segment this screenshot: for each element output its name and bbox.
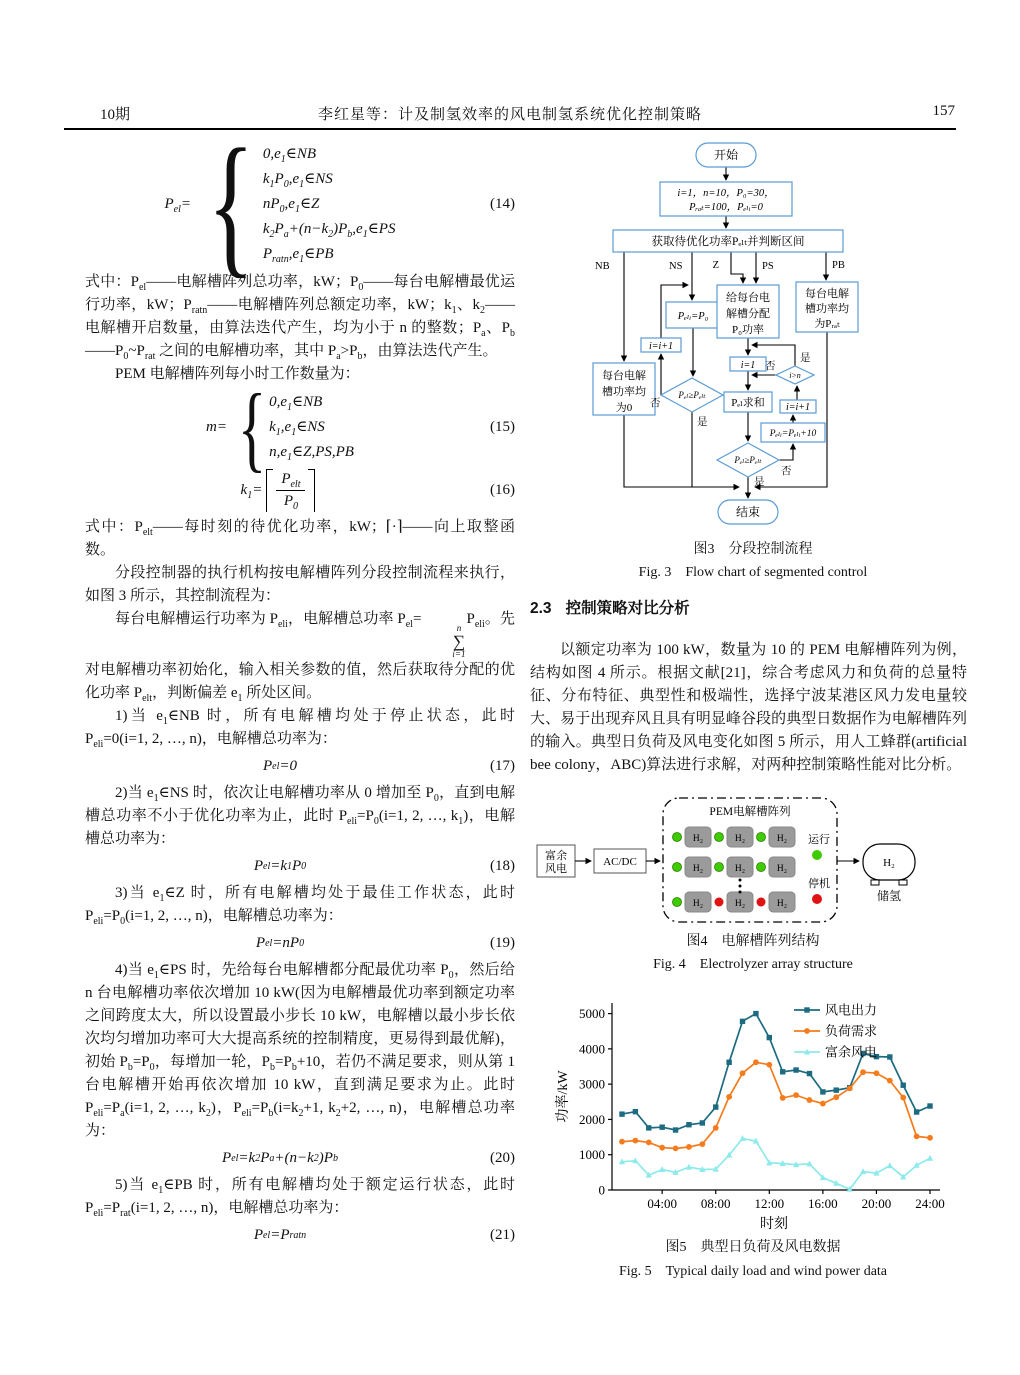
equation-15: m= { $0,e_1\in NB$ $k_1,e_1\in NS$ $n,e_1\in Z,PS,PB$ (15) [206, 373, 515, 481]
case-line: $P_{ratn},e_1\in PB$ [262, 246, 334, 265]
array-title: PEM电解槽阵列 [709, 806, 791, 818]
case-line: $nP_0,e_1\in Z$ [262, 196, 320, 215]
data-point-marker [927, 1103, 932, 1108]
case-line: $0,e_1\in NB$ [262, 146, 317, 165]
cell-status-dot [757, 833, 766, 842]
cell-h2-label: H₂ [776, 864, 788, 874]
data-point-marker [887, 1162, 893, 1168]
section-2-3-paragraph: 以额定功率为 100 kW，数量为 10 的 PEM 电解槽阵列为例，结构如图 4 所示。根据文献[21]，综合考虑风力和负荷的总量特征、分布特征、典型性和极端性，选择宁波某港区风力发电量较大、易于出现弃风且具有明显峰谷段的典型日数据作为电解槽阵列的输入。典型日负荷及风电变化如图 5 所示，用人工蜂群(artificial bee colony，ABC)算法进行求解，对两种控制策略性能对比分析。 [530, 642, 967, 773]
case-line: $k_2P_a+(n-k_2)P_b,e_1\in PS$ [262, 221, 396, 240]
x-tick-label: 08:00 [700, 1196, 731, 1211]
para-pem-hourly: PEM 电解槽阵列每小时工作数量为： [115, 366, 360, 382]
legend-entry: 富余风电 [825, 1044, 878, 1060]
cell-h2-label: H₂ [692, 864, 704, 874]
d2-yes-label: 是 [754, 477, 765, 488]
section-title: 控制策略对比分析 [565, 600, 690, 617]
eq20-number: (20) [490, 1150, 515, 1166]
data-point-marker [726, 1094, 732, 1100]
eq17-number: (17) [490, 758, 515, 774]
dloop-label: i>n [789, 371, 801, 380]
x-axis-label: 时刻 [760, 1217, 788, 1232]
y-tick-label: 1000 [579, 1147, 605, 1163]
equation-16 [85, 469, 515, 512]
case-line: $k_1,e_1\in NS$ [269, 419, 325, 438]
d1-label: Pₑₗ≥Pₑₗₜ [678, 390, 706, 400]
electrolyzer-cells [673, 827, 796, 912]
data-point-marker [740, 1070, 746, 1076]
cell-h2-label: H₂ [692, 899, 704, 909]
data-point-marker [804, 1028, 810, 1034]
cell-h2-label: H₂ [776, 834, 788, 844]
data-point-marker [914, 1133, 920, 1139]
eq15-cases [269, 390, 354, 465]
data-point-marker [927, 1155, 933, 1161]
branch-label-ps: PS [762, 261, 774, 272]
figure4-caption-zh: 图4 电解槽阵列结构 [686, 934, 820, 949]
header-running-title: 李红星等：计及制氢效率的风电制氢系统优化控制策略 [317, 107, 702, 123]
para-where-eq16: 式中：$P_{elt}——$每时刻的待优化功率，kW；⌈·⌉——向上取整函数。 [85, 519, 516, 558]
case-line: $0,e_1\in NB$ [269, 394, 323, 413]
d2-no-line [777, 444, 793, 460]
data-point-marker [901, 1083, 906, 1088]
section-number: 2.3 [530, 600, 552, 617]
data-point-marker [820, 1101, 826, 1107]
case-item-3: 3)当 $e_1\in Z$ 时，所有电解槽均处于最佳工作状态，此时 $P_{eli}=P_0(i=1$, 2, …, n)，电解槽总功率为： [85, 885, 515, 927]
fraction-denominator: $P_0$ [283, 493, 298, 512]
data-point-marker [659, 1166, 665, 1172]
data-point-marker [686, 1144, 692, 1150]
tank-foot [871, 880, 879, 885]
header-page-number: 157 [932, 103, 955, 119]
cell-status-dot [673, 863, 682, 872]
figure5-chart [551, 983, 975, 1235]
data-point-marker [700, 1120, 705, 1125]
nb-zero-line3: 为0 [615, 402, 633, 414]
cell-h2-label: H₂ [734, 899, 746, 909]
eq18-body: P el =k 1 P 0 [253, 858, 307, 874]
figure5-caption-en: Fig. 5 Typical daily load and wind power data [618, 1264, 888, 1279]
surplus-wind-line2: 风电 [545, 863, 567, 875]
eq14-number: (14) [490, 196, 515, 212]
legend-running-dot [812, 850, 822, 860]
branch-label-ns: NS [669, 261, 683, 272]
i-equals-1-label: i=1 [740, 360, 756, 371]
y-tick-label: 3000 [579, 1076, 605, 1092]
series-line-负荷需求 [622, 1062, 930, 1148]
ceiling-bracket-right [308, 469, 315, 512]
acdc-label: AC/DC [603, 856, 637, 868]
case-item-5: 5)当 $e_1\in PB$ 时，所有电解槽均处于额定运行状态，此时 $P_{eli}=P_{rat}(i=1$, 2, …, n)，电解槽总功率为： [85, 1177, 516, 1219]
para-total-power-lead: 每台电解槽运行功率为 $P_{eli}$，电解槽总功率 $P_{el}=$ [115, 611, 422, 630]
data-point-marker [793, 1067, 798, 1072]
left-column [85, 116, 516, 1251]
figure5-caption-zh: 图5 典型日负荷及风电数据 [665, 1240, 841, 1255]
data-point-marker [874, 1070, 880, 1076]
legend-stopped-label: 停机 [808, 878, 830, 890]
eq19-body: P el =nP 0 [255, 935, 305, 951]
data-point-marker [619, 1139, 625, 1145]
sum-label: Pₑₗ求和 [731, 397, 765, 409]
branch-z-line [731, 252, 743, 283]
end-label: 结束 [735, 505, 761, 519]
data-point-marker [646, 1139, 652, 1145]
eq14-cases [263, 142, 396, 267]
pb-rated-line3: 为Pᵣₐₜ [814, 318, 840, 330]
case-item-4: 4)当 $e_1\in PS$ 时，先给每台电解槽都分配最优功率 $P_0$，然后给 n 台电解槽功率依次增加 10 kW(因为电解槽最优功率到额定功率之间跨度太大，所以设置最小步长 10 kW，电解槽以最小步长依次均匀增加功率可大大提高系统的控制精度，更易得到最优解)，初始 $P_b=P_0$，每增加一轮，$P_b=P_b+10$，若仍不满足要求，则从第 1 台电解槽开始再依次增加 10 kW，直到满足要求为止。此时 $P_{eli}=P_a(i=1$, 2, …, $k_2$)，$P_{eli}=P_b(i=k_2+1$, $k_2+2$, …, n)，电解槽总功率为： [85, 962, 516, 1139]
tank-label: H₂ [883, 857, 895, 869]
ellipsis-dot [739, 885, 742, 888]
start-label: 开始 [713, 148, 739, 162]
data-point-marker [834, 1087, 839, 1092]
data-point-marker [673, 1127, 678, 1132]
cell-status-dot [715, 833, 724, 842]
equation-20 [85, 1147, 515, 1170]
data-point-marker [659, 1124, 664, 1129]
data-point-marker [619, 1111, 624, 1116]
y-axis-label: 功率/kW [556, 1070, 571, 1123]
para-total-power [85, 608, 515, 705]
data-point-marker [807, 1071, 812, 1076]
figure3-caption-en: Fig. 3 Flow chart of segmented control [638, 565, 868, 580]
data-point-marker [726, 1060, 731, 1065]
data-point-marker [713, 1125, 719, 1131]
eq17-body: P el =0 [262, 758, 297, 774]
data-point-marker [804, 1007, 809, 1012]
header-issue: 10期 [100, 107, 131, 123]
data-point-marker [833, 1094, 839, 1100]
nb-zero-line2: 槽功率均 [602, 386, 646, 398]
dloop-yes-label: 是 [800, 353, 811, 364]
eq14-lhs: $P_{el}=$ [164, 196, 192, 215]
data-point-marker [860, 1069, 866, 1075]
d2-no-label: 否 [781, 466, 792, 477]
x-tick-label: 12:00 [754, 1196, 785, 1211]
ps-assign-line1: 给每台电 [726, 292, 770, 304]
equation-18 [85, 855, 515, 878]
data-point-marker [793, 1092, 799, 1098]
eq21-body: P el =P ratn [253, 1227, 307, 1243]
eq16-lhs: $k_1=$ [240, 482, 263, 501]
series-line-富余风电 [622, 1139, 930, 1190]
data-point-marker [686, 1164, 692, 1170]
data-point-marker [780, 1069, 785, 1074]
d1-no-label: 否 [650, 398, 661, 409]
cell-status-dot [673, 833, 682, 842]
tank-foot [899, 880, 907, 885]
branch-label-nb: NB [595, 261, 610, 272]
d1-yes-label: 是 [697, 417, 708, 428]
data-point-marker [753, 1059, 759, 1065]
data-point-marker [753, 1011, 758, 1016]
x-tick-label: 04:00 [647, 1196, 677, 1211]
cell-h2-label: H₂ [692, 834, 704, 844]
data-point-marker [632, 1138, 638, 1144]
branch-label-z: Z [712, 260, 719, 271]
eq18-number: (18) [490, 858, 515, 874]
acquire-label: 获取待优化功率Pₑₗₜ并判断区间 [651, 236, 805, 248]
y-tick-label: 0 [598, 1182, 605, 1198]
summation-symbol [422, 624, 465, 659]
sum-lower-limit: i=1 [452, 649, 466, 659]
tank-caption: 储氢 [876, 889, 902, 903]
eq15-lhs: m= [206, 419, 228, 435]
init-line2: Pᵣₐₜ=100，Pₑₗᵢ=0 [689, 202, 763, 213]
eq20-body: P el =k 2 P a +(n−k 2 )P b [222, 1150, 338, 1166]
header-rule [64, 128, 956, 130]
y-tick-label: 5000 [579, 1006, 605, 1022]
equation-19 [85, 932, 515, 955]
pb-rated-line2: 槽功率均 [805, 303, 849, 315]
data-point-marker [766, 1062, 772, 1068]
ns-assign-label: Pₑₗᵢ=P₀ [677, 311, 709, 322]
ellipsis-dot [739, 891, 742, 894]
case-item-1: 1)当 $e_1\in NB$ 时，所有电解槽均处于停止状态，此时 $P_{eli}=0(i=1$, 2, …, n)，电解槽总功率为： [85, 708, 515, 750]
cell-status-dot [715, 898, 724, 907]
ns-increment-label: i=i+1 [648, 341, 674, 352]
figure4-caption-en: Fig. 4 Electrolyzer array structure [653, 957, 853, 972]
data-point-marker [900, 1095, 906, 1101]
cell-status-dot [673, 898, 682, 907]
legend-stopped-dot [812, 894, 822, 904]
data-point-marker [699, 1141, 705, 1147]
eq16-number: (16) [490, 482, 515, 498]
para-where-eq14: 式中：$P_{el}——$电解槽阵列总功率，kW；$P_0——$每台电解槽最优运行功率，kW；$P_{ratn}——$电解槽阵列总额定功率，kW；$k_1$、$k_2——$电解槽开启数量，由算法迭代产生，均为小于 n 的整数；$P_a$、$P_b——P_0\sim P_{rat}$ 之间的电解槽功率，其中 $P_a>P_b$，由算法迭代产生。 [85, 274, 515, 362]
data-point-marker [767, 1035, 772, 1040]
data-point-marker [887, 1078, 893, 1084]
data-point-marker [887, 1054, 892, 1059]
nb-to-end-line [624, 415, 739, 487]
sigma-glyph: ∑ [452, 632, 466, 651]
ps-assign-line2: 解槽分配 [726, 308, 770, 320]
x-tick-label: 16:00 [808, 1196, 838, 1211]
dloop-no-label: 否 [765, 361, 776, 372]
equation-14: $P_{el}=$ { $0,e_1\in NB$ $k_1P_0,e_1\in NS$ $nP_0,e_1\in Z$ $k_2P_a+(n-k_2)P_b,e_1\in PS$ $P_{ratn},e_1\in PB$ (14) [164, 116, 515, 292]
series-line-风电出力 [622, 1014, 930, 1130]
eq16-fraction [276, 470, 305, 511]
data-point-marker [659, 1145, 665, 1151]
ps-assign-line3: P₀功率 [732, 324, 764, 336]
sum-upper-limit: n [456, 623, 462, 633]
cell-status-dot [757, 863, 766, 872]
y-tick-label: 2000 [579, 1111, 605, 1127]
data-point-marker [780, 1095, 786, 1101]
equation-21 [85, 1224, 515, 1247]
data-point-marker [646, 1125, 651, 1130]
figure3-flowchart [533, 138, 973, 534]
equation-17 [85, 755, 515, 778]
ceiling-bracket-left [266, 469, 273, 512]
fraction-numerator: $P_{elt}$ [276, 470, 305, 491]
loop-increment-label: i=i+1 [785, 402, 811, 413]
pb-rated-line1: 每台电解 [805, 288, 849, 300]
section-2-3-heading [530, 596, 967, 618]
case-line: $k_1P_0,e_1\in NS$ [262, 171, 333, 190]
para-total-power-rest: $P_{eli}$。先对电解槽功率初始化，输入相关参数的值，然后获取待分配的优化功率 $P_{elt}$，判断偏差 $e_1$ 所处区间。 [85, 611, 515, 704]
surplus-wind-line1: 富余 [545, 850, 567, 862]
eq21-number: (21) [490, 1227, 515, 1243]
cell-h2-label: H₂ [734, 834, 746, 844]
d2-label: Pₑₗ≥Pₑₗₜ [734, 455, 762, 465]
data-point-marker [686, 1122, 691, 1127]
x-tick-label: 24:00 [915, 1196, 945, 1211]
data-point-marker [740, 1019, 745, 1024]
data-point-marker [633, 1109, 638, 1114]
branch-label-pb: PB [832, 260, 845, 271]
legend-entry: 负荷需求 [825, 1023, 878, 1039]
cell-h2-label: H₂ [776, 899, 788, 909]
legend-running-label: 运行 [808, 834, 830, 846]
eq19-number: (19) [490, 935, 515, 951]
data-point-marker [847, 1085, 853, 1091]
data-point-marker [820, 1089, 825, 1094]
data-point-marker [807, 1097, 813, 1103]
init-line1: i=1，n=10，P₀=30， [677, 188, 775, 199]
data-point-marker [739, 1135, 745, 1141]
case-line: $n,e_1\in Z,PS,PB$ [269, 444, 354, 463]
eq15-number: (15) [490, 419, 515, 435]
cell-h2-label: H₂ [734, 864, 746, 874]
legend-entry: 风电出力 [825, 1002, 878, 1018]
data-point-marker [914, 1109, 919, 1114]
add-10-label: Pₑₗᵢ=Pₑₗᵢ+10 [769, 429, 817, 439]
nb-zero-line1: 每台电解 [602, 370, 646, 382]
ellipsis-dot [739, 879, 742, 882]
data-point-marker [927, 1135, 933, 1141]
y-tick-label: 4000 [579, 1041, 605, 1057]
d1-no-line [661, 354, 663, 395]
cell-status-dot [715, 863, 724, 872]
x-tick-label: 20:00 [861, 1196, 892, 1211]
data-point-marker [713, 1104, 718, 1109]
cell-status-dot [757, 898, 766, 907]
figure4-diagram [533, 790, 973, 926]
case-item-2: 2)当 $e_1\in NS$ 时，依次让电解槽功率从 0 增加至 $P_0$，直到电解槽总功率不小于优化功率为止，此时 $P_{eli}=P_0(i=1$, 2, …, $k_1$)，电解槽总功率为： [85, 785, 516, 847]
para-segment-controller: 分段控制器的执行机构按电解槽阵列分段控制流程来执行，如图 3 所示，其控制流程为： [85, 565, 515, 604]
data-point-marker [673, 1145, 679, 1151]
figure3-caption-zh: 图3 分段控制流程 [693, 542, 813, 557]
